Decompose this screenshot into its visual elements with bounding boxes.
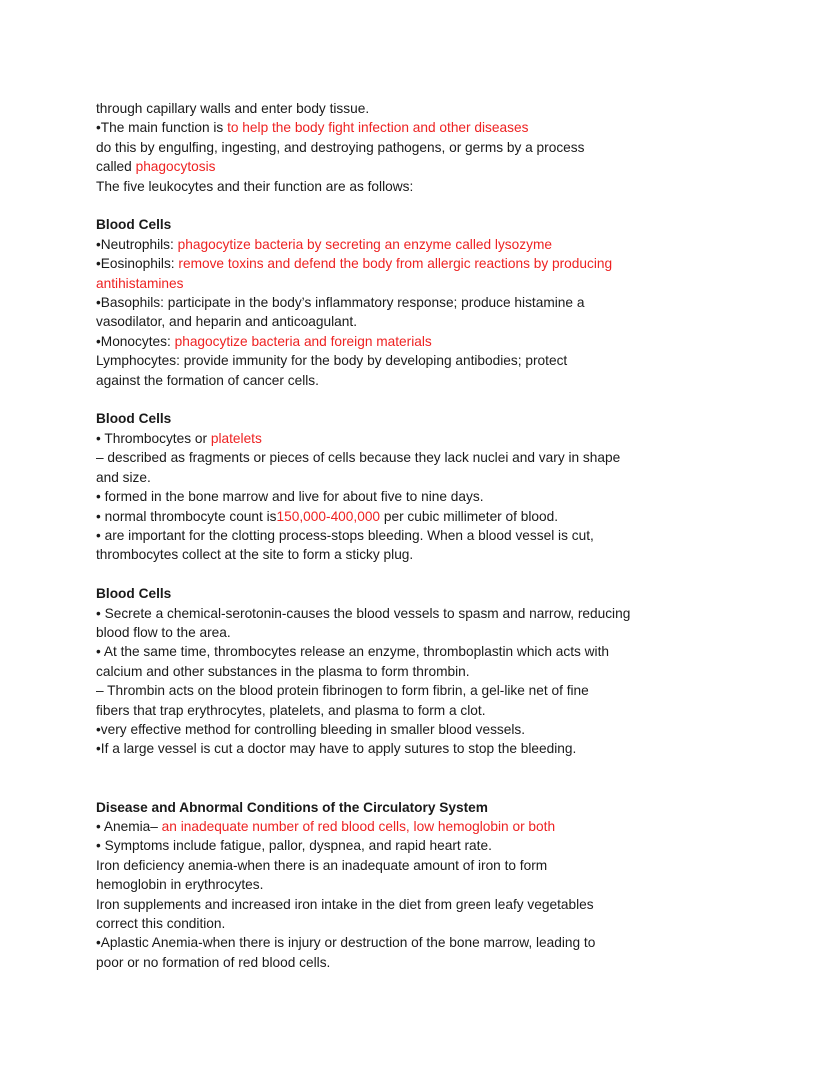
- text-line: [96, 118, 686, 137]
- body-text: • Symptoms include fatigue, pallor, dyspnea, and rapid heart rate.: [96, 838, 492, 854]
- body-text: • formed in the bone marrow and live for about five to nine days.: [96, 489, 484, 505]
- body-text: • normal thrombocyte count is: [96, 508, 277, 524]
- text-line: [96, 623, 686, 642]
- text-line: [96, 545, 686, 564]
- text-line: [96, 448, 686, 467]
- body-text: do this by engulfing, ingesting, and destroying pathogens, or germs by a process: [96, 139, 585, 155]
- body-text: Iron deficiency anemia-when there is an inadequate amount of iron to form: [96, 857, 548, 873]
- text-paragraph: [96, 99, 686, 196]
- text-line: [96, 953, 686, 972]
- text-line: [96, 138, 686, 157]
- highlighted-text: remove toxins and defend the body from allergic reactions by producing: [178, 256, 613, 272]
- text-paragraph: [96, 604, 686, 759]
- body-text: hemoglobin in erythrocytes.: [96, 877, 264, 893]
- body-text: • Anemia–: [96, 818, 162, 834]
- text-line: [96, 274, 686, 293]
- body-text: •very effective method for controlling bleeding in smaller blood vessels.: [96, 721, 526, 737]
- section-heading: [96, 215, 686, 234]
- text-line: [96, 856, 686, 875]
- body-text: calcium and other substances in the plasma to form thrombin.: [96, 663, 470, 679]
- section-heading: [96, 409, 686, 428]
- text-line: [96, 157, 686, 176]
- text-line: [96, 642, 686, 661]
- body-text: fibers that trap erythrocytes, platelets, and plasma to form a clot.: [96, 702, 486, 718]
- body-text: Disease and Abnormal Conditions of the Circulatory System: [96, 799, 488, 815]
- paragraph-spacer: [96, 759, 686, 798]
- body-text: •The main function is: [96, 120, 228, 136]
- highlighted-text: phagocytize bacteria and foreign materials: [174, 333, 432, 349]
- text-line: [96, 351, 686, 370]
- text-line: [96, 604, 686, 623]
- body-text: • are important for the clotting process-stops bleeding. When a blood vessel is cut,: [96, 527, 594, 543]
- text-line: [96, 293, 686, 312]
- text-line: [96, 332, 686, 351]
- text-line: [96, 371, 686, 390]
- body-text: •Eosinophils:: [96, 256, 179, 272]
- highlighted-text: antihistamines: [96, 275, 184, 291]
- heading-line: [96, 409, 686, 428]
- text-line: [96, 836, 686, 855]
- body-text: blood flow to the area.: [96, 624, 231, 640]
- highlighted-text: an inadequate number of red blood cells, low hemoglobin or both: [161, 818, 556, 834]
- body-text: •If a large vessel is cut a doctor may have to apply sutures to stop the bleeding.: [96, 741, 577, 757]
- highlighted-text: phagocytosis: [135, 159, 216, 175]
- text-line: [96, 720, 686, 739]
- body-text: •Basophils: participate in the body’s inflammatory response; produce histamine a: [96, 295, 585, 311]
- body-text: The five leukocytes and their function are as follows:: [96, 178, 414, 194]
- body-text: and size.: [96, 469, 151, 485]
- text-line: [96, 429, 686, 448]
- document-text-body: [96, 99, 686, 972]
- body-text: correct this condition.: [96, 916, 226, 931]
- section-heading: [96, 798, 686, 817]
- body-text: •Neutrophils:: [96, 236, 178, 252]
- text-line: [96, 507, 686, 526]
- body-text: through capillary walls and enter body tissue.: [96, 101, 370, 116]
- body-text: per cubic millimeter of blood.: [380, 508, 559, 524]
- body-text: • Secrete a chemical-serotonin-causes the blood vessels to spasm and narrow, reducing: [96, 605, 631, 621]
- body-text: •Aplastic Anemia-when there is injury or destruction of the bone marrow, leading to: [96, 935, 596, 951]
- text-line: [96, 895, 686, 914]
- body-text: – Thrombin acts on the blood protein fibrinogen to form fibrin, a gel-like net of fine: [96, 683, 589, 699]
- text-line: [96, 177, 686, 196]
- text-line: [96, 312, 686, 331]
- paragraph-spacer: [96, 196, 686, 215]
- text-paragraph: [96, 817, 686, 972]
- section-heading: [96, 584, 686, 603]
- body-text: •Monocytes:: [96, 333, 175, 349]
- text-line: [96, 487, 686, 506]
- text-line: [96, 526, 686, 545]
- highlighted-text: 150,000-400,000: [276, 508, 381, 524]
- body-text: poor or no formation of red blood cells.: [96, 954, 331, 970]
- text-line: [96, 254, 686, 273]
- body-text: Blood Cells: [96, 411, 172, 427]
- body-text: Blood Cells: [96, 586, 172, 602]
- text-line: [96, 468, 686, 487]
- paragraph-spacer: [96, 565, 686, 584]
- highlighted-text: platelets: [210, 430, 262, 446]
- highlighted-text: to help the body fight infection and other diseases: [227, 120, 529, 136]
- paragraph-spacer: [96, 390, 686, 409]
- body-text: called: [96, 159, 136, 175]
- text-line: [96, 662, 686, 681]
- body-text: thrombocytes collect at the site to form a sticky plug.: [96, 547, 414, 563]
- text-line: [96, 933, 686, 952]
- text-line: [96, 99, 686, 118]
- text-paragraph: [96, 235, 686, 390]
- text-line: [96, 701, 686, 720]
- heading-line: [96, 798, 686, 817]
- body-text: • At the same time, thrombocytes release an enzyme, thromboplastin which acts with: [96, 644, 609, 660]
- text-line: [96, 817, 686, 836]
- body-text: Lymphocytes: provide immunity for the body by developing antibodies; protect: [96, 353, 568, 369]
- highlighted-text: phagocytize bacteria by secreting an enzyme called lysozyme: [177, 236, 552, 252]
- body-text: Blood Cells: [96, 217, 172, 233]
- text-line: [96, 739, 686, 758]
- heading-line: [96, 215, 686, 234]
- body-text: vasodilator, and heparin and anticoagulant.: [96, 314, 358, 330]
- text-line: [96, 914, 686, 933]
- heading-line: [96, 584, 686, 603]
- text-line: [96, 681, 686, 700]
- body-text: – described as fragments or pieces of cells because they lack nuclei and vary in shape: [96, 450, 621, 466]
- text-line: [96, 875, 686, 894]
- body-text: against the formation of cancer cells.: [96, 372, 319, 388]
- body-text: • Thrombocytes or: [96, 430, 211, 446]
- text-paragraph: [96, 429, 686, 565]
- text-line: [96, 235, 686, 254]
- body-text: Iron supplements and increased iron intake in the diet from green leafy vegetables: [96, 896, 594, 912]
